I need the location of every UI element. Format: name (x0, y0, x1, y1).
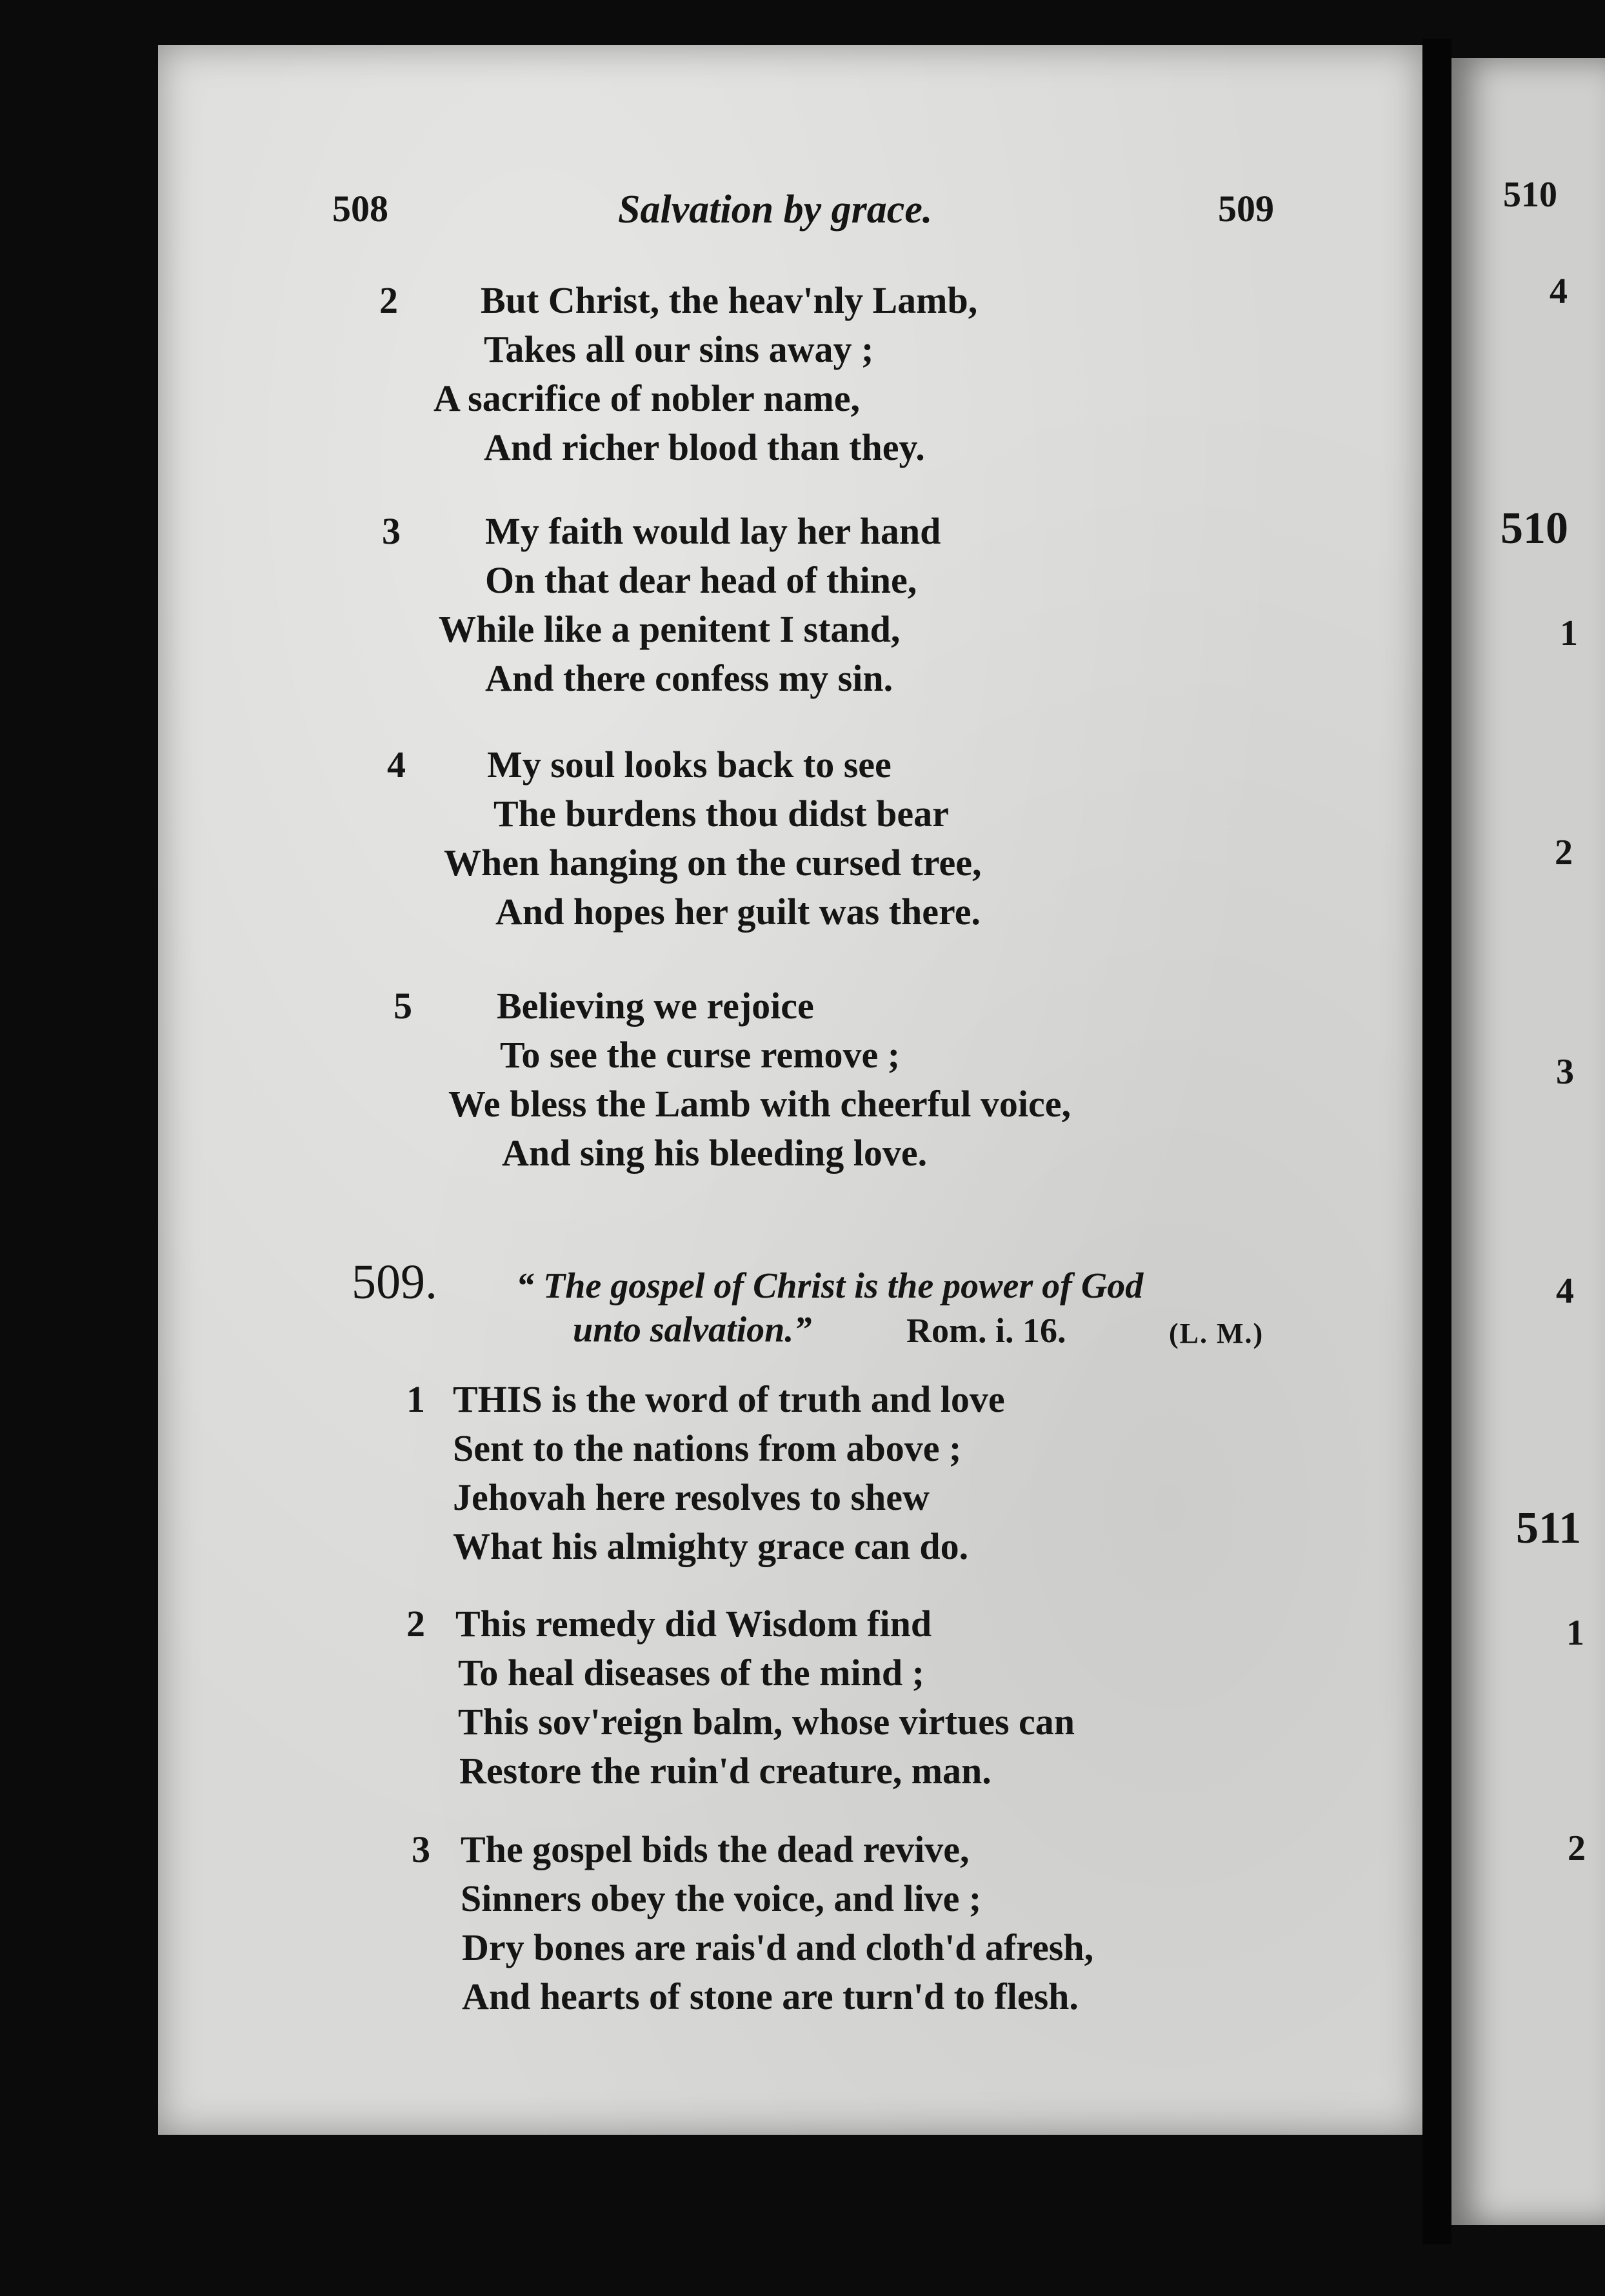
verse-line: This sov'reign balm, whose virtues can (458, 1701, 1075, 1743)
verse-line: My soul looks back to see (487, 744, 892, 786)
left-page-number: 508 (332, 188, 388, 230)
verse-line: Sent to the nations from above ; (453, 1427, 962, 1469)
edge-page-number: 510 (1503, 175, 1557, 215)
stanza-number: 3 (412, 1828, 430, 1870)
verse-line: But Christ, the heav'nly Lamb, (481, 279, 978, 321)
verse-line: And hearts of stone are turn'd to flesh. (462, 1975, 1079, 2017)
edge-stanza-number: 4 (1556, 1271, 1574, 1311)
edge-stanza-number: 1 (1566, 1613, 1584, 1653)
stanza-number: 2 (406, 1603, 425, 1645)
edge-stanza-number: 4 (1550, 272, 1568, 312)
verse-line: My faith would lay her hand (485, 510, 941, 552)
edge-stanza-number: 2 (1568, 1828, 1586, 1868)
hymn-number: 509. (352, 1255, 437, 1309)
verse-line: The burdens thou didst bear (493, 793, 949, 835)
edge-stanza-number: 2 (1555, 833, 1573, 873)
stanza-number: 5 (394, 985, 412, 1027)
edge-hymn-number: 511 (1516, 1503, 1582, 1553)
verse-line: On that dear head of thine, (485, 559, 917, 601)
verse-line: Dry bones are rais'd and cloth'd afresh, (462, 1926, 1094, 1968)
verse-line: And there confess my sin. (485, 657, 893, 699)
verse-line: To see the curse remove ; (500, 1034, 901, 1076)
verse-line: What his almighty grace can do. (453, 1525, 969, 1567)
verse-line: And hopes her guilt was there. (495, 891, 981, 933)
verse-line: While like a penitent I stand, (439, 608, 901, 650)
hymn-epigraph-line-1: “ The gospel of Christ is the power of God (516, 1266, 1144, 1306)
verse-line: Restore the ruin'd creature, man. (459, 1750, 992, 1792)
verse-line: Believing we rejoice (497, 985, 814, 1027)
hymn-meter: (L. M.) (1169, 1318, 1264, 1349)
verse-line: Jehovah here resolves to shew (453, 1476, 930, 1518)
verse-line: When hanging on the cursed tree, (444, 842, 982, 884)
edge-stanza-number: 1 (1560, 613, 1578, 653)
edge-stanza-number: 3 (1556, 1052, 1574, 1092)
verse-line: This remedy did Wisdom find (455, 1603, 932, 1645)
verse-line: The gospel bids the dead revive, (461, 1828, 970, 1870)
edge-hymn-number: 510 (1500, 504, 1568, 553)
verse-line: Sinners obey the voice, and live ; (461, 1877, 982, 1919)
verse-line: Takes all our sins away ; (484, 328, 874, 370)
stanza-number: 4 (387, 744, 406, 786)
verse-line: To heal diseases of the mind ; (458, 1652, 924, 1694)
hymn-epigraph-line-2: unto salvation.” (573, 1310, 812, 1350)
verse-line: And richer blood than they. (484, 426, 925, 468)
stanza-number: 2 (379, 279, 398, 321)
verse-line: THIS is the word of truth and love (453, 1378, 1005, 1420)
scripture-reference: Rom. i. 16. (906, 1311, 1066, 1350)
verse-line: We bless the Lamb with cheerful voice, (448, 1083, 1071, 1125)
scanned-page-right (1451, 58, 1605, 2225)
stanza-number: 1 (406, 1378, 425, 1420)
book-gutter (1422, 39, 1451, 2244)
verse-line: And sing his bleeding love. (502, 1132, 928, 1174)
verse-line: A sacrifice of nobler name, (434, 377, 860, 419)
right-page-number: 509 (1218, 188, 1274, 230)
running-title: Salvation by grace. (618, 188, 933, 232)
stanza-number: 3 (382, 510, 401, 552)
